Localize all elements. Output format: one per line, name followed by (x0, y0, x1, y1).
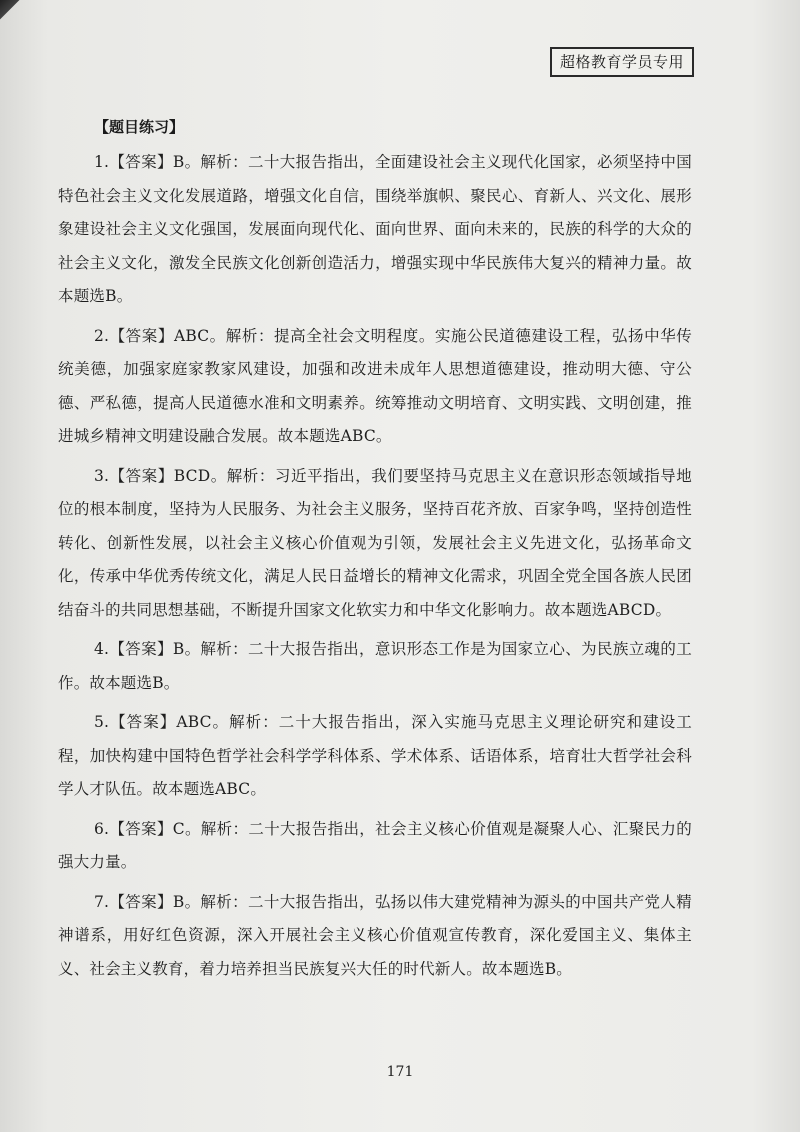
page-number: 171 (386, 1064, 414, 1080)
answer-tag: 【答案】 (109, 713, 177, 731)
answer-item-5 (58, 706, 692, 807)
section-title: 【题目练习】 (94, 118, 185, 136)
binding-mark (0, 0, 22, 26)
item-number: 3. (94, 466, 110, 485)
answer-tag: 【答案】 (109, 819, 173, 838)
item-number: 5. (94, 713, 110, 731)
item-text: C。解析：二十大报告指出，社会主义核心价值观是凝聚人心、汇聚民力的强大力量。 (58, 819, 692, 871)
answer-item-3 (58, 460, 692, 628)
answer-item-7 (58, 886, 692, 987)
item-text: ABC。解析：二十大报告指出，深入实施马克思主义理论研究和建设工程，加快构建中国特色哲学社会科学学科体系、学术体系、话语体系，培育壮大哲学社会科学人才队伍。故本题选ABC。 (58, 713, 692, 798)
item-number: 7. (94, 892, 110, 911)
answer-item-1 (58, 146, 692, 314)
answer-tag: 【答案】 (109, 892, 173, 911)
answer-item-4 (58, 633, 692, 700)
answer-tag: 【答案】 (109, 466, 174, 485)
item-number: 4. (94, 640, 110, 658)
answer-item-6 (58, 813, 692, 880)
answer-item-2 (58, 320, 692, 454)
item-text: B。解析：二十大报告指出，弘扬以伟大建党精神为源头的中国共产党人精神谱系，用好红色资源，深入开展社会主义核心价值观宣传教育，深化爱国主义、集体主义、社会主义教育，着力培养担当民族复兴大任的时代新人。故本题选B。 (58, 892, 692, 978)
item-number: 2. (94, 326, 110, 345)
item-text: ABC。解析：提高全社会文明程度。实施公民道德建设工程，弘扬中华传统美德，加强家庭家教家风建设，加强和改进未成年人思想道德建设，推动明大德、守公德、严私德，提高人民道德水准和文明素养。统筹推动文明培育、文明实践、文明创建，推进城乡精神文明建设融合发展。故本题选ABC。 (58, 326, 692, 445)
answer-tag: 【答案】 (109, 326, 174, 345)
header-label: 超格教育学员专用 (550, 47, 694, 77)
item-number: 6. (94, 819, 110, 838)
item-number: 1. (94, 153, 110, 171)
item-text: BCD。解析：习近平指出，我们要坚持马克思主义在意识形态领域指导地位的根本制度，坚持为人民服务、为社会主义服务，坚持百花齐放、百家争鸣，坚持创造性转化、创新性发展，以社会主义核心价值观为引领，发展社会主义先进文化，弘扬革命文化，传承中华优秀传统文化，满足人民日益增长的精神文化需求，巩固全党全国各族人民团结奋斗的共同思想基础，不断提升国家文化软实力和中华文化影响力。故本题选ABCD。 (58, 466, 692, 619)
content-area (58, 111, 692, 992)
answer-tag: 【答案】 (109, 640, 173, 658)
item-text: B。解析：二十大报告指出，全面建设社会主义现代化国家，必须坚持中国特色社会主义文化发展道路，增强文化自信，围绕举旗帜、聚民心、育新人、兴文化、展形象建设社会主义文化强国，发展面向现代化、面向世界、面向未来的，民族的科学的大众的社会主义文化，激发全民族文化创新创造活力，增强实现中华民族伟大复兴的精神力量。故本题选B。 (58, 153, 692, 305)
item-text: B。解析：二十大报告指出，意识形态工作是为国家立心、为民族立魂的工作。故本题选B。 (58, 640, 692, 692)
answer-tag: 【答案】 (109, 153, 173, 171)
